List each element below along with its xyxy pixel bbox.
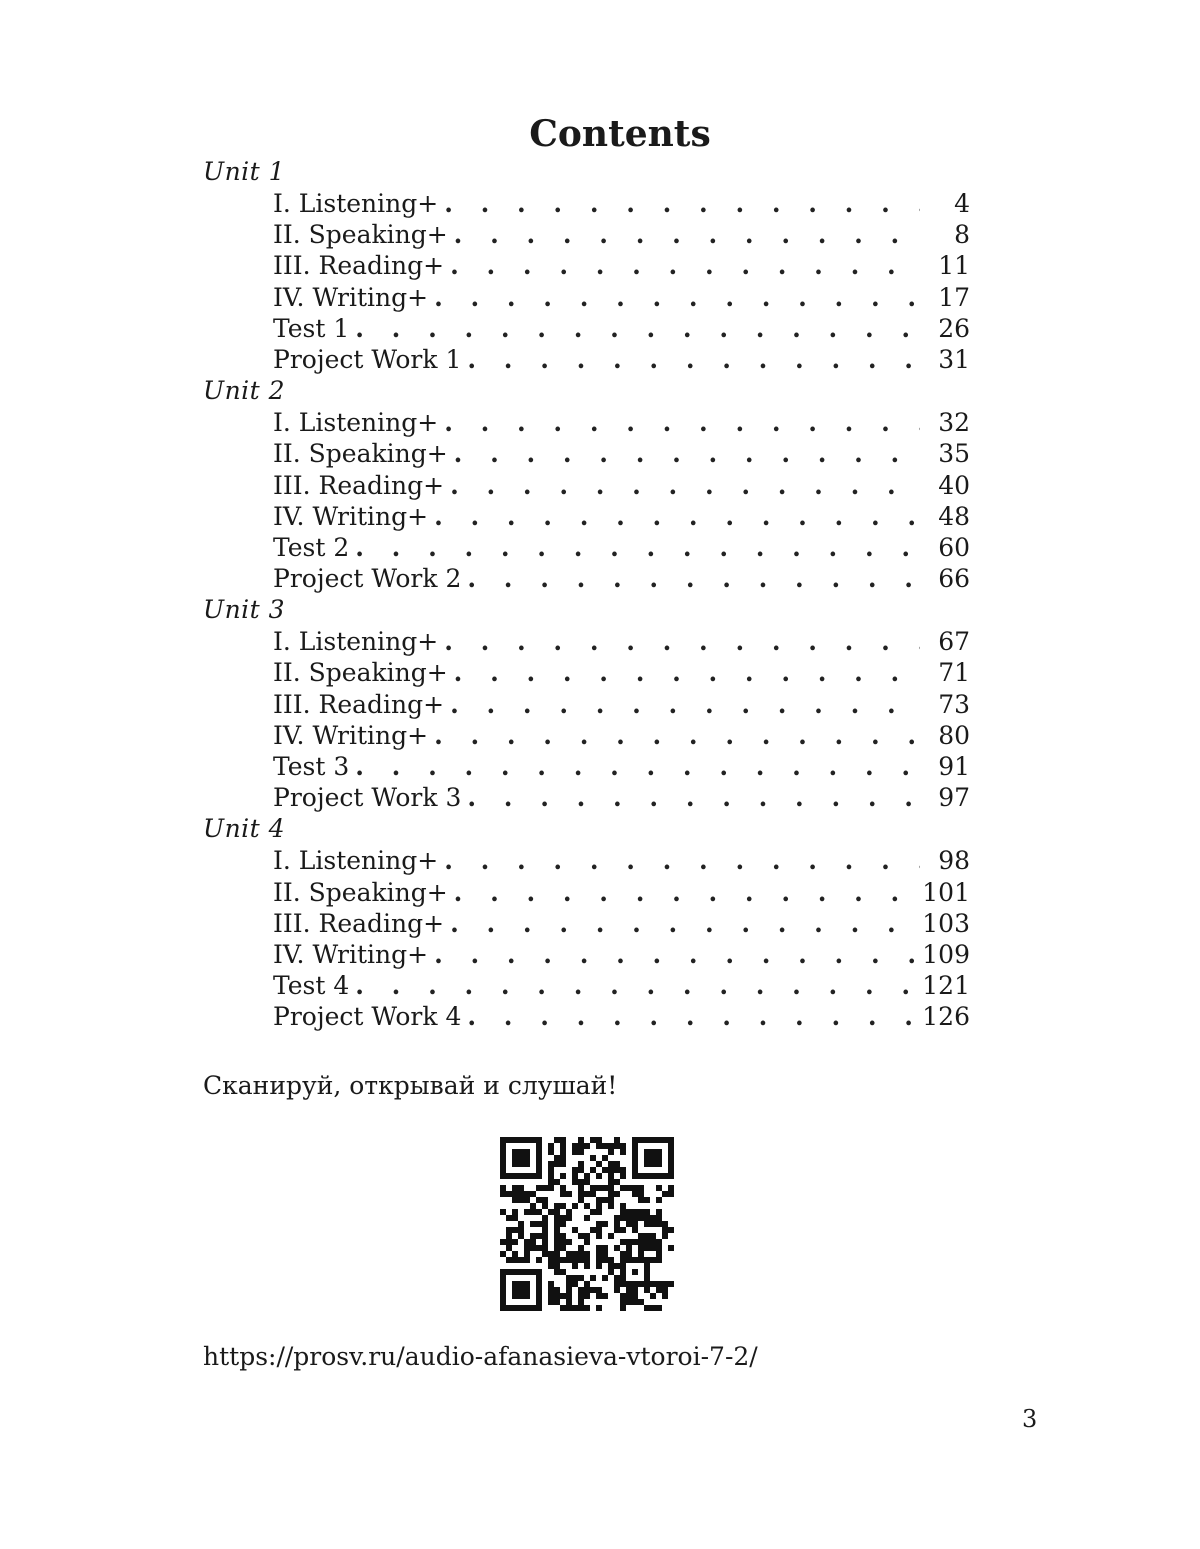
toc-entry-page: 126 — [922, 1002, 970, 1032]
dot-leader — [467, 1001, 916, 1032]
dot-leader — [444, 407, 920, 438]
toc-entry-page: 40 — [938, 470, 970, 500]
toc-entry[interactable] — [203, 970, 970, 1001]
qr-code-icon[interactable] — [500, 1137, 674, 1311]
toc-entry-label: Project Work 1 — [273, 344, 462, 374]
toc-entry-label: I. Listening+ — [273, 189, 439, 218]
toc-entry-page: 60 — [938, 532, 970, 562]
toc-entry-page: 71 — [938, 658, 970, 688]
toc-entry-page: 32 — [938, 408, 970, 438]
toc-entry-label: II. Speaking+ — [273, 220, 448, 250]
toc-entry-page: 121 — [922, 971, 970, 1001]
toc-entry-page: 8 — [954, 220, 970, 250]
toc-entry-page: 98 — [938, 846, 970, 876]
toc-entry[interactable] — [203, 344, 970, 375]
toc-entry[interactable] — [203, 188, 970, 219]
toc-entry-label: III. Reading+ — [273, 689, 445, 719]
toc-entry-label: I. Listening+ — [273, 627, 439, 657]
toc-entry-page: 11 — [938, 251, 970, 281]
toc-entry-page: 17 — [938, 282, 970, 312]
toc-entry-label: Test 3 — [273, 752, 350, 781]
unit-heading-3: Unit 3 — [203, 595, 286, 625]
dot-leader — [355, 970, 916, 1001]
toc-entry-label: Project Work 3 — [273, 783, 462, 813]
scan-instruction: Сканируй, открывай и слушай! — [203, 1071, 618, 1100]
toc-entry[interactable] — [203, 563, 970, 594]
toc-entry-page: 109 — [922, 939, 970, 969]
dot-leader — [450, 689, 920, 720]
toc-entry[interactable] — [203, 532, 970, 563]
toc-entry-page: 73 — [938, 689, 970, 719]
dot-leader — [450, 250, 920, 281]
toc-entry-page: 103 — [922, 908, 970, 938]
toc-entry-label: Test 4 — [273, 971, 350, 1001]
toc-entry-label: IV. Writing+ — [273, 720, 429, 750]
dot-leader — [355, 313, 920, 344]
dot-leader — [450, 470, 920, 501]
toc-entry[interactable] — [203, 877, 970, 908]
dot-leader — [467, 344, 920, 375]
page-title: Contents — [529, 113, 711, 155]
toc-entry[interactable] — [203, 939, 970, 970]
toc-entry[interactable] — [203, 470, 970, 501]
toc-entry-label: III. Reading+ — [273, 908, 445, 938]
unit-heading-2: Unit 2 — [203, 376, 286, 406]
toc-entry-page: 67 — [938, 627, 970, 657]
toc-entry[interactable] — [203, 501, 970, 532]
toc-entry-label: IV. Writing+ — [273, 282, 429, 312]
toc-entry-label: II. Speaking+ — [273, 439, 448, 469]
toc-entry[interactable] — [203, 908, 970, 939]
toc-entry[interactable] — [203, 219, 970, 250]
toc-entry-label: Test 1 — [273, 313, 350, 343]
toc-entry-page: 26 — [938, 313, 970, 343]
toc-entry[interactable] — [203, 407, 970, 438]
dot-leader — [454, 438, 920, 469]
toc-entry[interactable] — [203, 1001, 970, 1032]
toc-entry-label: III. Reading+ — [273, 251, 445, 281]
dot-leader — [434, 720, 920, 751]
dot-leader — [454, 877, 917, 908]
dot-leader — [467, 782, 920, 813]
toc-entry-page: 91 — [938, 752, 970, 781]
toc-entry-page: 4 — [954, 189, 970, 218]
toc-entry-page: 66 — [938, 564, 970, 594]
toc-entry-page: 48 — [938, 501, 970, 531]
toc-entry-page: 35 — [938, 439, 970, 469]
toc-entry-label: II. Speaking+ — [273, 877, 448, 907]
dot-leader — [444, 845, 920, 876]
page-number: 3 — [1022, 1405, 1038, 1433]
toc-entry[interactable] — [203, 282, 970, 313]
toc-entry[interactable] — [203, 782, 970, 813]
dot-leader — [467, 563, 920, 594]
toc-entry[interactable] — [203, 657, 970, 688]
toc-entry[interactable] — [203, 689, 970, 720]
dot-leader — [450, 908, 916, 939]
toc-entry[interactable] — [203, 720, 970, 751]
toc-entry[interactable] — [203, 751, 970, 782]
toc-entry-label: Project Work 4 — [273, 1002, 462, 1032]
toc-entry-label: Test 2 — [273, 532, 350, 562]
toc-entry-page: 31 — [938, 344, 970, 374]
toc-entry-label: I. Listening+ — [273, 846, 439, 876]
dot-leader — [355, 751, 920, 782]
unit-heading-1: Unit 1 — [203, 157, 286, 186]
dot-leader — [444, 188, 920, 219]
toc-entry[interactable] — [203, 438, 970, 469]
toc-entry-label: II. Speaking+ — [273, 658, 448, 688]
unit-heading-4: Unit 4 — [203, 814, 286, 844]
audio-link[interactable]: https://prosv.ru/audio-afanasieva-vtoroi-7-2/ — [203, 1342, 758, 1371]
dot-leader — [444, 626, 920, 657]
toc-entry-page: 80 — [938, 720, 970, 750]
toc-entry[interactable] — [203, 313, 970, 344]
dot-leader — [434, 501, 920, 532]
dot-leader — [454, 657, 920, 688]
dot-leader — [454, 219, 920, 250]
toc-entry[interactable] — [203, 250, 970, 281]
dot-leader — [355, 532, 920, 563]
toc-entry-page: 101 — [922, 877, 970, 907]
toc-entry[interactable] — [203, 626, 970, 657]
toc-entry-label: I. Listening+ — [273, 408, 439, 438]
dot-leader — [434, 939, 916, 970]
toc-entry[interactable] — [203, 845, 970, 876]
dot-leader — [434, 282, 920, 313]
toc-entry-label: IV. Writing+ — [273, 501, 429, 531]
toc-entry-label: Project Work 2 — [273, 564, 462, 594]
toc-entry-label: IV. Writing+ — [273, 939, 429, 969]
toc-entry-label: III. Reading+ — [273, 470, 445, 500]
table-of-contents — [203, 156, 970, 1033]
toc-entry-page: 97 — [938, 783, 970, 813]
